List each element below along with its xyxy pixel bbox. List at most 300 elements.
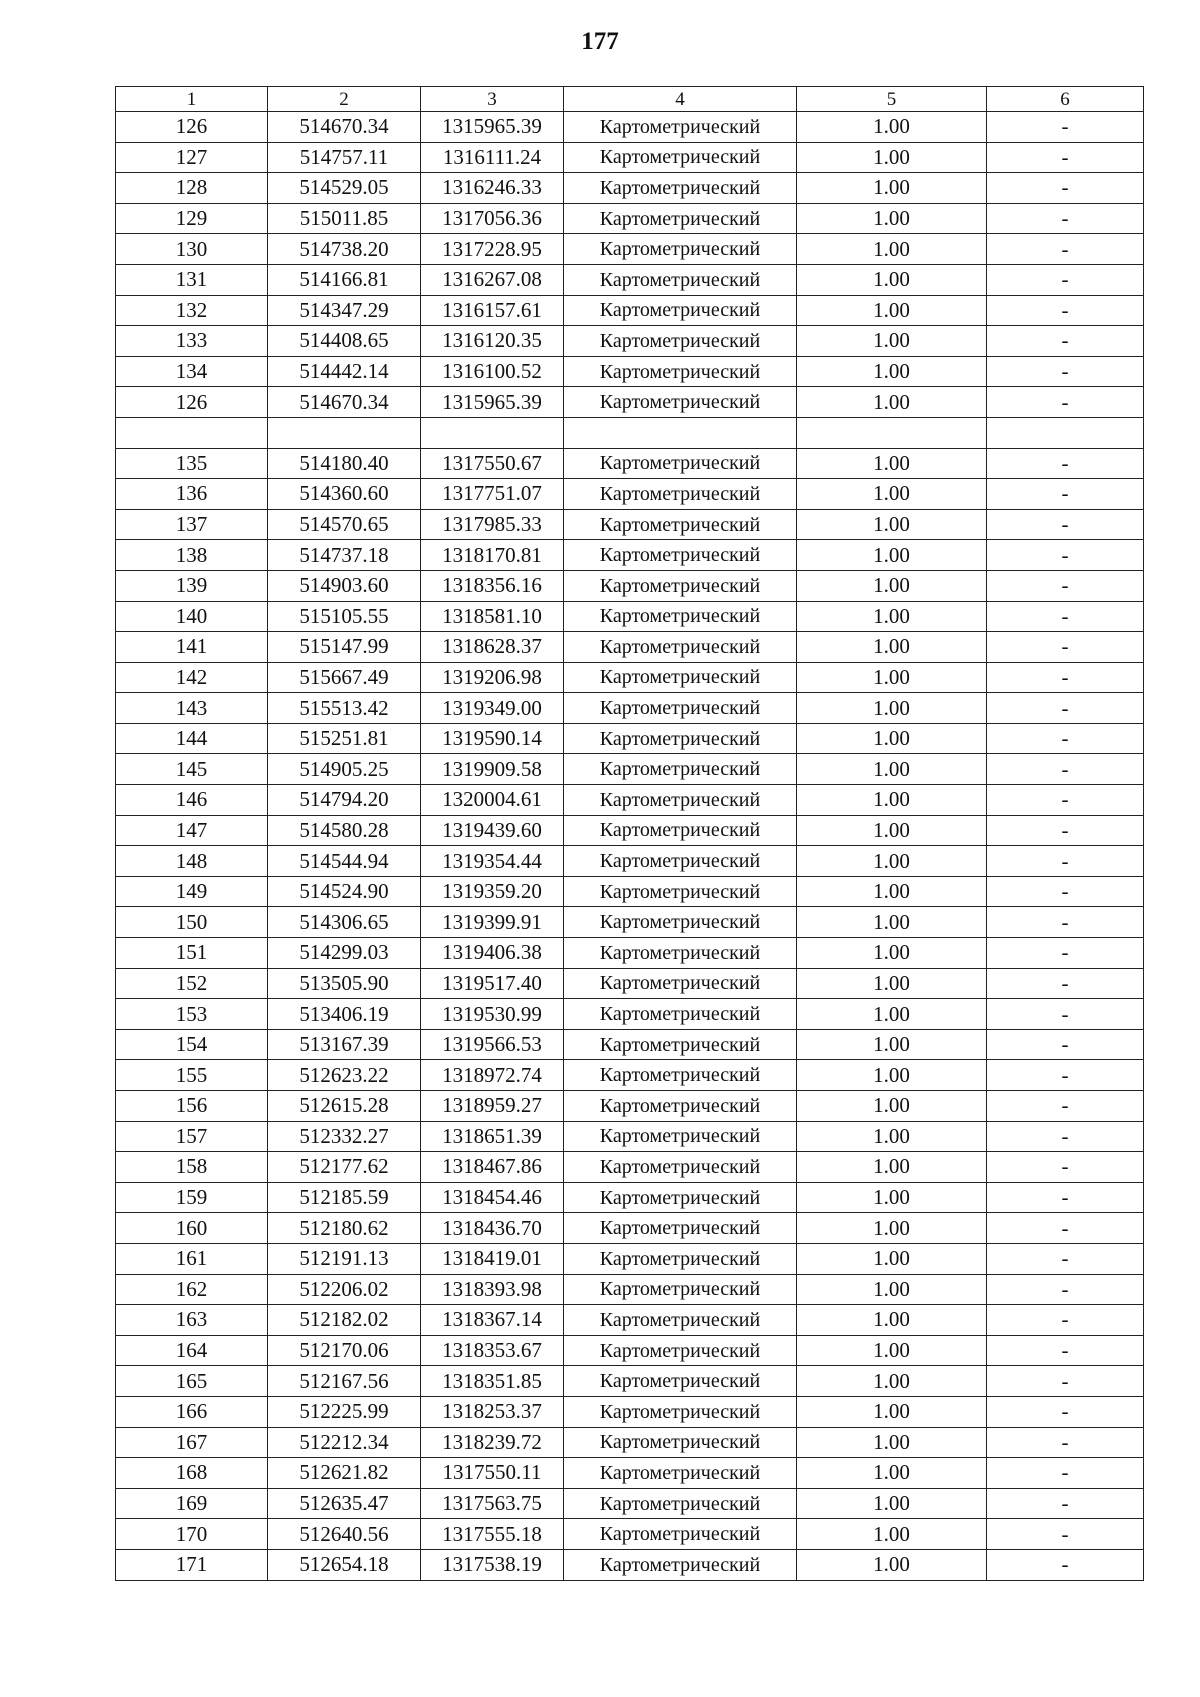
y-coordinate-cell: 1318170.81 [421,540,564,571]
accuracy-cell: 1.00 [797,203,987,234]
table-row [116,1091,1144,1122]
method-cell [564,417,797,448]
point-number-cell: 152 [116,968,268,999]
y-coordinate-cell: 1317228.95 [421,234,564,265]
point-number-cell: 153 [116,999,268,1030]
x-coordinate-cell: 513167.39 [268,1029,421,1060]
description-cell: - [987,601,1144,632]
accuracy-cell: 1.00 [797,754,987,785]
y-coordinate-cell: 1317550.67 [421,448,564,479]
x-coordinate-cell: 514529.05 [268,173,421,204]
description-cell: - [987,142,1144,173]
accuracy-cell: 1.00 [797,112,987,143]
x-coordinate-cell: 514580.28 [268,815,421,846]
accuracy-cell: 1.00 [797,693,987,724]
y-coordinate-cell: 1317538.19 [421,1549,564,1580]
table-row [116,1519,1144,1550]
x-coordinate-cell: 514905.25 [268,754,421,785]
accuracy-cell: 1.00 [797,264,987,295]
table-row [116,234,1144,265]
point-number-cell: 150 [116,907,268,938]
y-coordinate-cell: 1319349.00 [421,693,564,724]
description-cell: - [987,387,1144,418]
y-coordinate-cell: 1319590.14 [421,723,564,754]
point-number-cell: 143 [116,693,268,724]
table-row [116,754,1144,785]
page-number: 177 [581,28,619,55]
method-cell: Картометрический [564,1060,797,1091]
point-number-cell: 164 [116,1335,268,1366]
x-coordinate-cell: 512191.13 [268,1243,421,1274]
method-cell: Картометрический [564,785,797,816]
description-cell: - [987,1121,1144,1152]
table-row [116,1396,1144,1427]
accuracy-cell: 1.00 [797,723,987,754]
accuracy-cell: 1.00 [797,326,987,357]
method-cell: Картометрический [564,907,797,938]
table-row [116,1274,1144,1305]
method-cell: Картометрический [564,815,797,846]
x-coordinate-cell: 512182.02 [268,1305,421,1336]
y-coordinate-cell: 1319530.99 [421,999,564,1030]
point-number-cell: 133 [116,326,268,357]
point-number-cell: 160 [116,1213,268,1244]
y-coordinate-cell: 1319909.58 [421,754,564,785]
y-coordinate-cell: 1318239.72 [421,1427,564,1458]
method-cell: Картометрический [564,570,797,601]
point-number-cell: 155 [116,1060,268,1091]
description-cell: - [987,1427,1144,1458]
description-cell: - [987,1305,1144,1336]
y-coordinate-cell: 1319517.40 [421,968,564,999]
x-coordinate-cell: 512185.59 [268,1182,421,1213]
table-row [116,1243,1144,1274]
table-body [116,87,1144,1581]
y-coordinate-cell: 1316100.52 [421,356,564,387]
description-cell: - [987,203,1144,234]
accuracy-cell: 1.00 [797,448,987,479]
description-cell: - [987,815,1144,846]
description-cell: - [987,1549,1144,1580]
x-coordinate-cell: 514757.11 [268,142,421,173]
table-row [116,264,1144,295]
x-coordinate-cell: 513505.90 [268,968,421,999]
table-row [116,1121,1144,1152]
method-cell: Картометрический [564,112,797,143]
table-row [116,387,1144,418]
table-row [116,907,1144,938]
y-coordinate-cell: 1315965.39 [421,112,564,143]
x-coordinate-cell: 514737.18 [268,540,421,571]
description-cell: - [987,264,1144,295]
method-cell: Картометрический [564,723,797,754]
x-coordinate-cell: 512177.62 [268,1152,421,1183]
table-row [116,356,1144,387]
method-cell: Картометрический [564,356,797,387]
table-row [116,693,1144,724]
x-coordinate-cell: 512640.56 [268,1519,421,1550]
method-cell: Картометрический [564,1182,797,1213]
accuracy-cell: 1.00 [797,1029,987,1060]
y-coordinate-cell: 1318356.16 [421,570,564,601]
description-cell: - [987,754,1144,785]
point-number-cell: 157 [116,1121,268,1152]
description-cell: - [987,907,1144,938]
point-number-cell: 127 [116,142,268,173]
accuracy-cell: 1.00 [797,173,987,204]
x-coordinate-cell: 512623.22 [268,1060,421,1091]
accuracy-cell: 1.00 [797,601,987,632]
accuracy-cell: 1.00 [797,234,987,265]
point-number-cell: 168 [116,1458,268,1489]
method-cell: Картометрический [564,876,797,907]
table-row [116,112,1144,143]
method-cell: Картометрический [564,938,797,969]
x-coordinate-cell: 514306.65 [268,907,421,938]
accuracy-cell: 1.00 [797,570,987,601]
x-coordinate-cell: 514347.29 [268,295,421,326]
x-coordinate-cell: 514544.94 [268,846,421,877]
description-cell: - [987,632,1144,663]
description-cell: - [987,356,1144,387]
description-cell: - [987,1152,1144,1183]
table-row [116,999,1144,1030]
y-coordinate-cell: 1316111.24 [421,142,564,173]
description-cell: - [987,1182,1144,1213]
y-coordinate-cell: 1318419.01 [421,1243,564,1274]
point-number-cell: 149 [116,876,268,907]
description-cell: - [987,1274,1144,1305]
description-cell: - [987,1029,1144,1060]
accuracy-cell: 1.00 [797,1091,987,1122]
point-number-cell: 166 [116,1396,268,1427]
y-coordinate-cell: 1319399.91 [421,907,564,938]
description-cell: - [987,479,1144,510]
method-cell: Картометрический [564,295,797,326]
x-coordinate-cell: 514360.60 [268,479,421,510]
point-number-cell: 144 [116,723,268,754]
accuracy-cell: 1.00 [797,815,987,846]
point-number-cell: 134 [116,356,268,387]
point-number-cell: 161 [116,1243,268,1274]
y-coordinate-cell: 1318454.46 [421,1182,564,1213]
method-cell: Картометрический [564,509,797,540]
table-row [116,632,1144,663]
x-coordinate-cell: 515513.42 [268,693,421,724]
x-coordinate-cell: 512180.62 [268,1213,421,1244]
x-coordinate-cell: 515105.55 [268,601,421,632]
y-coordinate-cell: 1319354.44 [421,846,564,877]
description-cell: - [987,723,1144,754]
description-cell: - [987,846,1144,877]
y-coordinate-cell: 1315965.39 [421,387,564,418]
point-number-cell: 169 [116,1488,268,1519]
accuracy-cell: 1.00 [797,1121,987,1152]
y-coordinate-cell: 1319439.60 [421,815,564,846]
table-row [116,570,1144,601]
table-row [116,295,1144,326]
point-number-cell: 132 [116,295,268,326]
x-coordinate-cell: 515667.49 [268,662,421,693]
x-coordinate-cell: 514670.34 [268,112,421,143]
y-coordinate-cell: 1318467.86 [421,1152,564,1183]
accuracy-cell: 1.00 [797,1549,987,1580]
y-coordinate-cell: 1318972.74 [421,1060,564,1091]
method-cell: Картометрический [564,846,797,877]
accuracy-cell: 1.00 [797,1060,987,1091]
table-row [116,938,1144,969]
y-coordinate-cell: 1317056.36 [421,203,564,234]
x-coordinate-cell: 512332.27 [268,1121,421,1152]
point-number-cell [116,417,268,448]
description-cell: - [987,112,1144,143]
accuracy-cell: 1.00 [797,1519,987,1550]
description-cell: - [987,1519,1144,1550]
point-number-cell: 128 [116,173,268,204]
description-cell: - [987,295,1144,326]
description-cell: - [987,1488,1144,1519]
accuracy-cell: 1.00 [797,1488,987,1519]
accuracy-cell: 1.00 [797,876,987,907]
table-row [116,540,1144,571]
method-cell: Картометрический [564,479,797,510]
method-cell: Картометрический [564,234,797,265]
point-number-cell: 154 [116,1029,268,1060]
x-coordinate-cell: 514299.03 [268,938,421,969]
y-coordinate-cell: 1318353.67 [421,1335,564,1366]
table-row [116,509,1144,540]
point-number-cell: 141 [116,632,268,663]
point-number-cell: 126 [116,387,268,418]
method-cell: Картометрический [564,1366,797,1397]
table-row [116,326,1144,357]
description-cell: - [987,509,1144,540]
table-row [116,1152,1144,1183]
description-cell: - [987,234,1144,265]
x-coordinate-cell: 512212.34 [268,1427,421,1458]
method-cell: Картометрический [564,173,797,204]
method-cell: Картометрический [564,1213,797,1244]
accuracy-cell: 1.00 [797,968,987,999]
y-coordinate-cell: 1318959.27 [421,1091,564,1122]
y-coordinate-cell: 1317563.75 [421,1488,564,1519]
point-number-cell: 167 [116,1427,268,1458]
point-number-cell: 138 [116,540,268,571]
method-cell: Картометрический [564,1488,797,1519]
description-cell: - [987,1243,1144,1274]
header-cell: 1 [116,87,268,112]
y-coordinate-cell: 1318651.39 [421,1121,564,1152]
x-coordinate-cell: 514180.40 [268,448,421,479]
method-cell: Картометрический [564,1274,797,1305]
accuracy-cell: 1.00 [797,999,987,1030]
y-coordinate-cell: 1317751.07 [421,479,564,510]
method-cell: Картометрический [564,1519,797,1550]
table-row [116,846,1144,877]
accuracy-cell: 1.00 [797,785,987,816]
y-coordinate-cell: 1319566.53 [421,1029,564,1060]
accuracy-cell: 1.00 [797,356,987,387]
description-cell: - [987,1213,1144,1244]
point-number-cell: 159 [116,1182,268,1213]
description-cell: - [987,1366,1144,1397]
table-row [116,1213,1144,1244]
table-row [116,1335,1144,1366]
method-cell: Картометрический [564,662,797,693]
description-cell: - [987,1091,1144,1122]
table-row [116,662,1144,693]
y-coordinate-cell: 1318436.70 [421,1213,564,1244]
description-cell: - [987,785,1144,816]
y-coordinate-cell: 1317985.33 [421,509,564,540]
point-number-cell: 162 [116,1274,268,1305]
method-cell: Картометрический [564,387,797,418]
table-row [116,1549,1144,1580]
accuracy-cell: 1.00 [797,1396,987,1427]
method-cell: Картометрический [564,448,797,479]
method-cell: Картометрический [564,1121,797,1152]
accuracy-cell: 1.00 [797,662,987,693]
x-coordinate-cell: 512635.47 [268,1488,421,1519]
accuracy-cell: 1.00 [797,1305,987,1336]
method-cell: Картометрический [564,264,797,295]
method-cell: Картометрический [564,1335,797,1366]
y-coordinate-cell: 1318581.10 [421,601,564,632]
table-row [116,448,1144,479]
point-number-cell: 126 [116,112,268,143]
method-cell: Картометрический [564,1549,797,1580]
accuracy-cell: 1.00 [797,1243,987,1274]
method-cell: Картометрический [564,632,797,663]
point-number-cell: 147 [116,815,268,846]
description-cell: - [987,326,1144,357]
point-number-cell: 151 [116,938,268,969]
y-coordinate-cell: 1317550.11 [421,1458,564,1489]
method-cell: Картометрический [564,1243,797,1274]
y-coordinate-cell: 1317555.18 [421,1519,564,1550]
point-number-cell: 137 [116,509,268,540]
accuracy-cell: 1.00 [797,938,987,969]
method-cell: Картометрический [564,1305,797,1336]
table-row [116,968,1144,999]
point-number-cell: 130 [116,234,268,265]
x-coordinate-cell: 514738.20 [268,234,421,265]
accuracy-cell: 1.00 [797,1274,987,1305]
accuracy-cell: 1.00 [797,632,987,663]
method-cell: Картометрический [564,754,797,785]
x-coordinate-cell: 514166.81 [268,264,421,295]
y-coordinate-cell: 1318628.37 [421,632,564,663]
point-number-cell: 142 [116,662,268,693]
accuracy-cell: 1.00 [797,1427,987,1458]
accuracy-cell: 1.00 [797,387,987,418]
header-cell: 5 [797,87,987,112]
point-number-cell: 156 [116,1091,268,1122]
description-cell: - [987,570,1144,601]
point-number-cell: 129 [116,203,268,234]
method-cell: Картометрический [564,1091,797,1122]
accuracy-cell [797,417,987,448]
method-cell: Картометрический [564,1396,797,1427]
accuracy-cell: 1.00 [797,1152,987,1183]
description-cell: - [987,938,1144,969]
x-coordinate-cell: 513406.19 [268,999,421,1030]
y-coordinate-cell: 1316267.08 [421,264,564,295]
table-row [116,1366,1144,1397]
table-row [116,1305,1144,1336]
table-row [116,203,1144,234]
point-number-cell: 135 [116,448,268,479]
description-cell: - [987,999,1144,1030]
y-coordinate-cell: 1316157.61 [421,295,564,326]
method-cell: Картометрический [564,1152,797,1183]
x-coordinate-cell: 514794.20 [268,785,421,816]
table-row [116,785,1144,816]
description-cell: - [987,662,1144,693]
method-cell: Картометрический [564,999,797,1030]
table-row [116,173,1144,204]
y-coordinate-cell: 1316246.33 [421,173,564,204]
description-cell: - [987,1335,1144,1366]
accuracy-cell: 1.00 [797,1458,987,1489]
table-row [116,601,1144,632]
table-separator-row [116,417,1144,448]
description-cell: - [987,1396,1144,1427]
x-coordinate-cell: 514570.65 [268,509,421,540]
table-row [116,1060,1144,1091]
x-coordinate-cell: 512206.02 [268,1274,421,1305]
x-coordinate-cell: 515251.81 [268,723,421,754]
table-row [116,1427,1144,1458]
point-number-cell: 139 [116,570,268,601]
y-coordinate-cell: 1318351.85 [421,1366,564,1397]
x-coordinate-cell [268,417,421,448]
x-coordinate-cell: 512654.18 [268,1549,421,1580]
description-cell: - [987,1060,1144,1091]
x-coordinate-cell: 514442.14 [268,356,421,387]
point-number-cell: 136 [116,479,268,510]
description-cell: - [987,173,1144,204]
method-cell: Картометрический [564,203,797,234]
x-coordinate-cell: 514524.90 [268,876,421,907]
accuracy-cell: 1.00 [797,1366,987,1397]
y-coordinate-cell: 1318393.98 [421,1274,564,1305]
description-cell: - [987,1458,1144,1489]
method-cell: Картометрический [564,326,797,357]
method-cell: Картометрический [564,1029,797,1060]
method-cell: Картометрический [564,142,797,173]
table-row [116,479,1144,510]
y-coordinate-cell: 1319206.98 [421,662,564,693]
x-coordinate-cell: 515011.85 [268,203,421,234]
method-cell: Картометрический [564,1427,797,1458]
header-cell: 6 [987,87,1144,112]
accuracy-cell: 1.00 [797,1335,987,1366]
point-number-cell: 131 [116,264,268,295]
point-number-cell: 158 [116,1152,268,1183]
table-row [116,1458,1144,1489]
header-cell: 2 [268,87,421,112]
x-coordinate-cell: 512621.82 [268,1458,421,1489]
header-cell: 4 [564,87,797,112]
y-coordinate-cell: 1318253.37 [421,1396,564,1427]
table-row [116,1029,1144,1060]
accuracy-cell: 1.00 [797,142,987,173]
y-coordinate-cell: 1318367.14 [421,1305,564,1336]
accuracy-cell: 1.00 [797,1182,987,1213]
coordinates-table [115,86,1144,1581]
x-coordinate-cell: 514903.60 [268,570,421,601]
